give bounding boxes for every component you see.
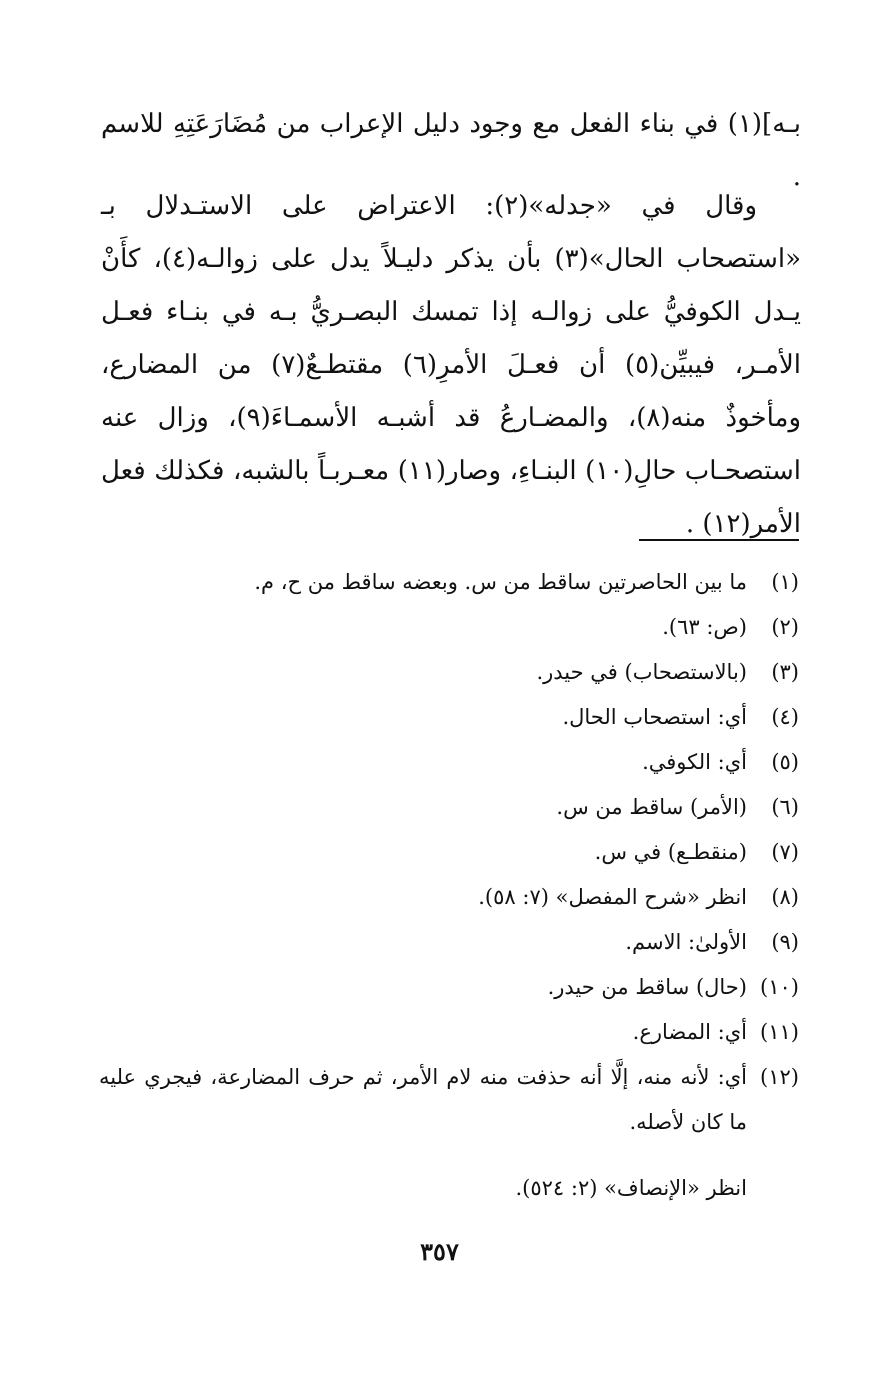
footnote-number: (٨) xyxy=(771,885,799,909)
footnote-number: (١) xyxy=(771,570,799,594)
footnote-number: (٤) xyxy=(771,705,799,729)
page-number: ٣٥٧ xyxy=(420,1237,459,1266)
footnote-text: أي: المضارع. xyxy=(632,1020,747,1044)
main-paragraph-2: وقال في «جدله»(٢): الاعتراض على الاستـدلال بـ «استصحاب الحال»(٣) بأن يذكر دليـلاً يدل على زوالـه(٤)، كأَنْ يـدل الكوفيُّ على زوالـه إذا تمسك البصـريُّ بـه في بنـاء فعـل الأمـر، فيبيِّن(٥) أن فعـلَ الأمرِ(٦) مقتطـعٌ(٧) من المضارع، ومأخوذٌ منه(٨)، والمضـارعُ قد أشبـه الأسمـاءَ(٩)، وزال عنه استصحـاب حالِ(١٠) البنـاءِ، وصار(١١) معـربـاً بالشبه، فكذلك فعل الأمر(١٢) . xyxy=(101,191,802,539)
footnote-item xyxy=(99,650,799,695)
footnotes-list xyxy=(99,560,799,1145)
footnote-separator-rule xyxy=(639,539,799,541)
footnote-item xyxy=(99,695,799,740)
main-text-block-2 xyxy=(101,180,801,551)
footnote-number: (٥) xyxy=(771,750,799,774)
footnote-text: الأولىٰ: الاسم. xyxy=(625,930,747,954)
footnote-continuation-note: انظر «الإنصاف» (٢: ٥٢٤). xyxy=(515,1176,747,1200)
footnote-number: (١٢) xyxy=(760,1065,799,1089)
footnote-item xyxy=(99,560,799,605)
footnote-number: (٩) xyxy=(771,930,799,954)
footnote-text: (ص: ٦٣). xyxy=(662,615,747,639)
footnote-text: أي: الكوفي. xyxy=(642,750,747,774)
footnote-text: ما بين الحاصرتين ساقط من س. وبعضه ساقط من ح، م. xyxy=(254,570,747,594)
footnote-number: (٢) xyxy=(771,615,799,639)
footnote-number: (١٠) xyxy=(760,975,799,999)
footnote-item xyxy=(99,605,799,650)
footnote-number: (٧) xyxy=(771,840,799,864)
footnote-number: (٦) xyxy=(771,795,799,819)
main-paragraph-1: بـه](١) في بناء الفعل مع وجود دليل الإعراب من مُضَارَعَتِهِ للاسم . xyxy=(101,109,801,192)
footnote-text: (منقطـع) في س. xyxy=(594,840,747,864)
footnote-number: (١١) xyxy=(760,1020,799,1044)
footnote-text: (حال) ساقط من حيدر. xyxy=(547,975,747,999)
footnote-number: (٣) xyxy=(771,660,799,684)
footnote-item xyxy=(99,1010,799,1055)
footnote-text: انظر «شرح المفصل» (٧: ٥٨). xyxy=(478,885,747,909)
footnote-text: أي: استصحاب الحال. xyxy=(562,705,747,729)
footnote-item xyxy=(99,830,799,875)
footnote-item xyxy=(99,875,799,920)
footnote-item xyxy=(99,920,799,965)
footnote-item xyxy=(99,785,799,830)
footnote-text: (الأمر) ساقط من س. xyxy=(556,795,747,819)
footnote-item xyxy=(99,740,799,785)
footnote-text: أي: لأنه منه، إلَّا أنه حذفت منه لام الأمر، ثم حرف المضارعة، فيجري عليه ما كان لأصله. xyxy=(99,1065,747,1134)
footnote-item xyxy=(99,1055,799,1145)
footnote-text: (بالاستصحاب) في حيدر. xyxy=(536,660,747,684)
footnote-item xyxy=(99,965,799,1010)
